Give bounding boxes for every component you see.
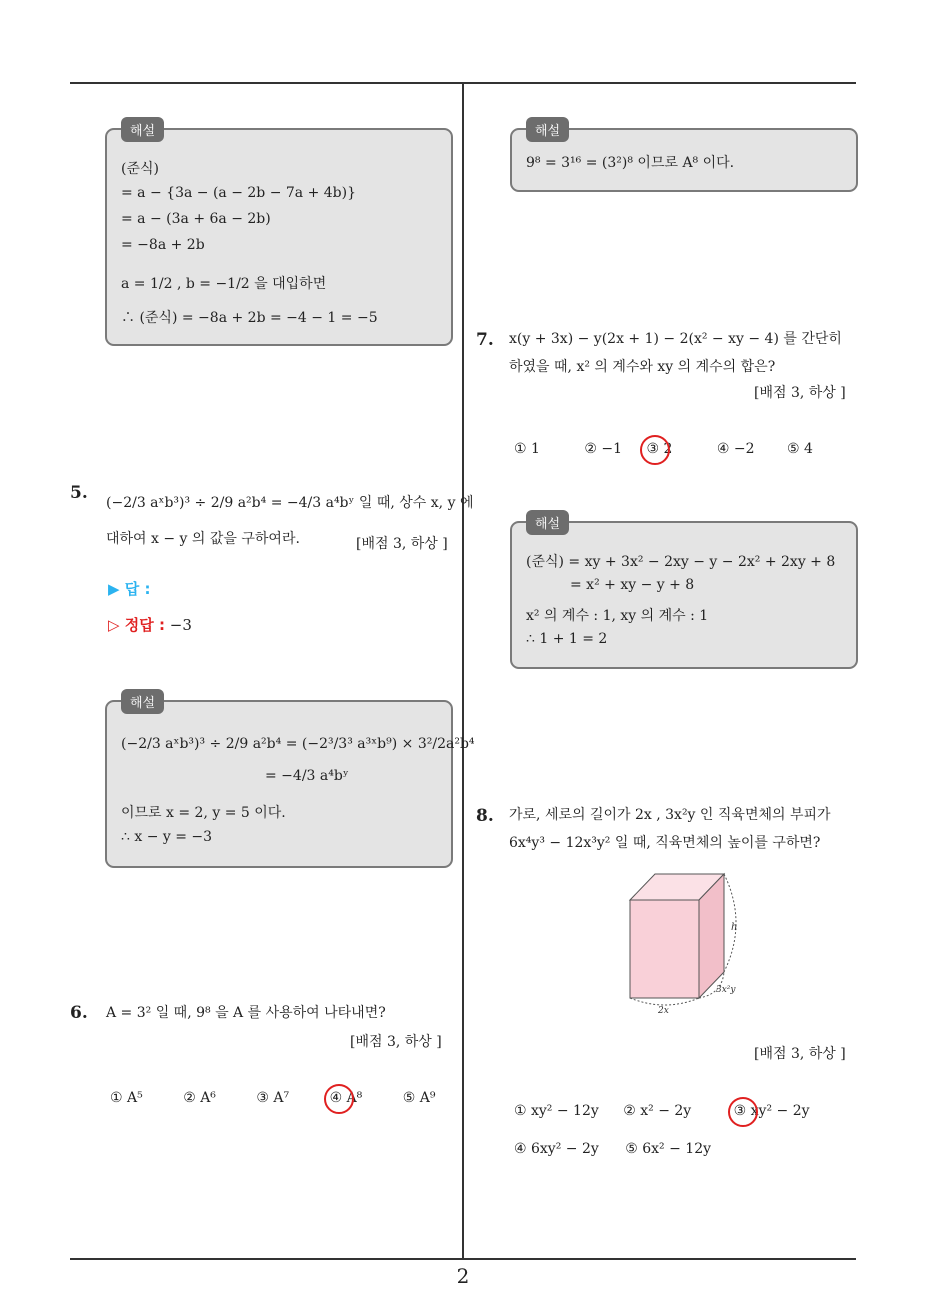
question-8-line1: 가로, 세로의 길이가 2x , 3x²y 인 직육면체의 부피가: [509, 807, 831, 823]
solution-box-7: [510, 517, 858, 669]
depth-label: 3x²y: [716, 985, 736, 995]
height-label: h: [731, 922, 738, 933]
question-5-line2: 대하여 x − y 의 값을 구하여라.: [106, 531, 300, 547]
sol5-line4: ∴ x − y = −3: [121, 829, 213, 845]
question-8-score: [배점 3, 하상 ]: [754, 1046, 846, 1062]
sol6-line1: 9⁸ = 3¹⁶ = (3²)⁸ 이므로 A⁸ 이다.: [526, 155, 735, 171]
choice-2[interactable]: ② −1: [584, 441, 623, 457]
correct-answer: [108, 614, 192, 635]
sol7-line4: ∴ 1 + 1 = 2: [526, 631, 608, 647]
choice-3[interactable]: ③ A⁷: [256, 1090, 290, 1106]
sol7-line2: = x² + xy − y + 8: [570, 577, 695, 593]
sol4-line2: = a − {3a − (a − 2b − 7a + 4b)}: [121, 185, 357, 201]
question-7-line2: 하였을 때, x² 의 계수와 xy 의 계수의 합은?: [509, 359, 776, 375]
answer-circle-mark: [728, 1097, 758, 1127]
choice-3-selected[interactable]: [646, 441, 672, 457]
choice-3-selected[interactable]: [734, 1103, 810, 1119]
sol5-line2: = −4/3 a⁴bʸ: [265, 768, 349, 784]
question-8-number: 8.: [476, 806, 494, 826]
solution-tag: 해설: [121, 117, 164, 142]
question-8-line2: 6x⁴y³ − 12x³y² 일 때, 직육면체의 높이를 구하면?: [509, 835, 821, 851]
choice-5[interactable]: ⑤ 4: [786, 441, 813, 457]
sol7-line3: x² 의 계수 : 1, xy 의 계수 : 1: [526, 608, 709, 624]
question-8-choices-row1: [514, 1103, 846, 1119]
question-6-choices: [110, 1090, 471, 1106]
width-dimension-arc: [630, 998, 699, 1005]
question-6-text: A = 3² 일 때, 9⁸ 을 A 를 사용하여 나타내면?: [106, 1005, 386, 1021]
question-7-score: [배점 3, 하상 ]: [754, 385, 846, 401]
correct-answer-value: −3: [169, 616, 192, 634]
question-7-line1: x(y + 3x) − y(2x + 1) − 2(x² − xy − 4) 를 간단히: [509, 331, 842, 347]
question-6-number: 6.: [70, 1003, 88, 1023]
sol5-line1: (−2/3 aˣb³)³ ÷ 2/9 a²b⁴ = (−2³/3³ a³ˣb⁹) × 3²/2a²b⁴: [121, 736, 475, 752]
question-5-score: [배점 3, 하상 ]: [356, 536, 448, 552]
choice-1[interactable]: ① 1: [514, 441, 540, 457]
choice-2[interactable]: ② x² − 2y: [623, 1103, 692, 1119]
answer-circle-mark: [324, 1084, 354, 1114]
sol5-line3: 이므로 x = 2, y = 5 이다.: [121, 805, 286, 821]
bottom-rule: [70, 1258, 856, 1260]
page-number: 2: [456, 1264, 470, 1288]
choice-4[interactable]: ④ 6xy² − 2y: [514, 1141, 599, 1157]
sol4-line6: ∴ (준식) = −8a + 2b = −4 − 1 = −5: [121, 310, 378, 326]
choice-4-selected[interactable]: [330, 1090, 363, 1106]
choice-5[interactable]: ⑤ A⁹: [402, 1090, 436, 1106]
sol4-line5: a = 1/2 , b = −1/2 을 대입하면: [121, 276, 327, 292]
solution-tag: 해설: [526, 510, 569, 535]
question-8-choices-row2: [514, 1141, 747, 1157]
choice-3-label: ③ xy² − 2y: [733, 1103, 810, 1119]
choice-3-label: ③ 2: [646, 441, 673, 457]
solution-tag: 해설: [121, 689, 164, 714]
sol4-line4: = −8a + 2b: [121, 237, 205, 253]
question-5-number: 5.: [70, 483, 88, 503]
solution-tag: 해설: [526, 117, 569, 142]
choice-5[interactable]: ⑤ 6x² − 12y: [625, 1141, 712, 1157]
question-5-line1: (−2/3 aˣb³)³ ÷ 2/9 a²b⁴ = −4/3 a⁴bʸ 일 때, 상수 x, y 에: [106, 495, 474, 511]
choice-1[interactable]: ① xy² − 12y: [514, 1103, 599, 1119]
sol7-line1: (준식) = xy + 3x² − 2xy − y − 2x² + 2xy + 8: [526, 554, 836, 570]
sol4-line3: = a − (3a + 6a − 2b): [121, 211, 271, 227]
answer-circle-mark: [640, 435, 673, 465]
choice-1[interactable]: ① A⁵: [110, 1090, 143, 1106]
choice-4-label: ④ A⁸: [329, 1090, 363, 1106]
solution-box-6: [510, 124, 858, 192]
cuboid-figure: [610, 868, 760, 1018]
question-6-score: [배점 3, 하상 ]: [350, 1034, 442, 1050]
solution-box-5: [105, 696, 475, 868]
answer-input-label[interactable]: ▶ 답 :: [108, 580, 151, 598]
choice-4[interactable]: ④ −2: [716, 441, 755, 457]
width-label: 2x: [658, 1006, 669, 1016]
column-divider: [462, 84, 464, 1260]
choice-2[interactable]: ② A⁶: [183, 1090, 216, 1106]
question-7-number: 7.: [476, 330, 494, 350]
cuboid-front-face: [630, 900, 699, 998]
solution-box-4: [105, 124, 453, 346]
correct-answer-label: ▷ 정답 :: [108, 616, 165, 634]
question-7-choices: [514, 441, 849, 457]
sol4-line1: (준식): [121, 161, 159, 177]
